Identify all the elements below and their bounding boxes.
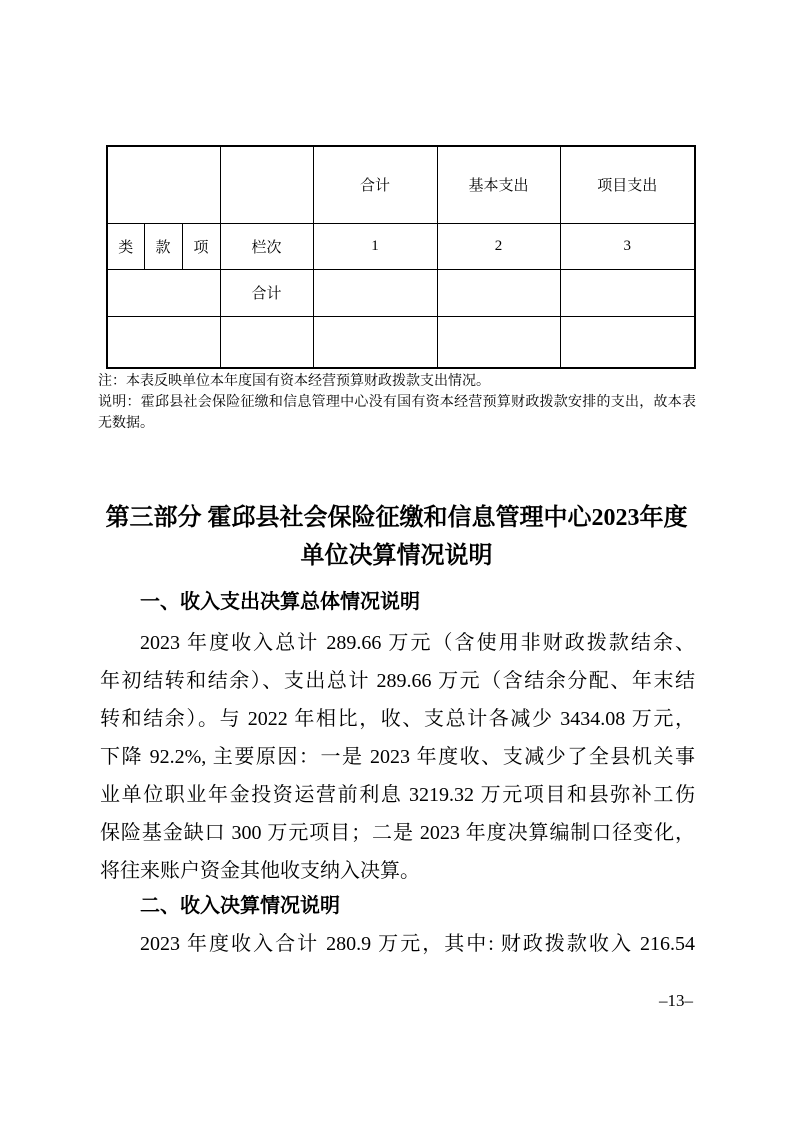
table-row (107, 223, 695, 269)
table-cell-empty (107, 146, 220, 223)
paragraph-line: 2023 年度收入合计 280.9 万元，其中: 财政拨款收入 216.54 (140, 933, 695, 955)
note-explanation: 说明：霍邱县社会保险征缴和信息管理中心没有国有资本经营预算财政拨款安排的支出，故本表无数据。 (98, 395, 696, 431)
table-cell-col-3: 3 (560, 223, 695, 269)
table-cell-empty (313, 316, 437, 368)
part3-title-line1: 第三部分 霍邱县社会保险征缴和信息管理中心2023年度 (105, 505, 688, 531)
part3-title-line2: 单位决算情况说明 (300, 543, 493, 569)
table-cell-class: 类 (107, 223, 144, 269)
table-cell-empty (313, 269, 437, 316)
paragraph-line: 下降 92.2%, 主要原因：一是 2023 年度收、支减少了全县机关事 (100, 746, 695, 768)
table-notes (98, 371, 696, 434)
table-cell-total-label: 合计 (220, 269, 313, 316)
table-cell-empty (220, 146, 313, 223)
table-row (107, 146, 695, 223)
paragraph-line: 转和结余）。与 2022 年相比，收、支总计各减少 3434.08 万元， (100, 708, 695, 730)
table-cell-empty (560, 316, 695, 368)
state-capital-budget-expenditure-table (106, 145, 696, 369)
part3-title (95, 499, 698, 575)
table-cell-empty (107, 269, 220, 316)
heading-income-expenditure-overview: 一、收入支出决算总体情况说明 (140, 591, 420, 613)
table-cell-sub-item: 项 (182, 223, 220, 269)
table-cell-empty (560, 269, 695, 316)
table-cell-column-index-label: 栏次 (220, 223, 313, 269)
table-cell-empty (437, 316, 560, 368)
table-cell-item: 款 (144, 223, 182, 269)
table-cell-empty (437, 269, 560, 316)
table-cell-col-1: 1 (313, 223, 437, 269)
paragraph-line: 业单位职业年金投资运营前利息 3219.32 万元项目和县弥补工伤 (100, 784, 695, 806)
table-row (107, 269, 695, 316)
table-cell-empty (220, 316, 313, 368)
table-cell-col-2: 2 (437, 223, 560, 269)
table-col-project-expenditure: 项目支出 (560, 146, 695, 223)
paragraph-line: 保险基金缺口 300 万元项目；二是 2023 年度决算编制口径变化， (100, 822, 695, 844)
page-number: –13– (659, 991, 693, 1010)
paragraph-line: 将往来账户资金其他收支纳入决算。 (100, 860, 420, 882)
table-col-total: 合计 (313, 146, 437, 223)
table-row (107, 316, 695, 368)
paragraph-income (100, 925, 695, 963)
heading-income-statement: 二、收入决算情况说明 (140, 895, 340, 917)
table-col-basic-expenditure: 基本支出 (437, 146, 560, 223)
paragraph-line: 2023 年度收入总计 289.66 万元（含使用非财政拨款结余、 (140, 632, 695, 654)
table-cell-empty (107, 316, 220, 368)
paragraph-line: 年初结转和结余）、支出总计 289.66 万元（含结余分配、年末结 (100, 670, 695, 692)
note-line: 注：本表反映单位本年度国有资本经营预算财政拨款支出情况。 (98, 374, 490, 389)
paragraph-overview (100, 624, 695, 890)
